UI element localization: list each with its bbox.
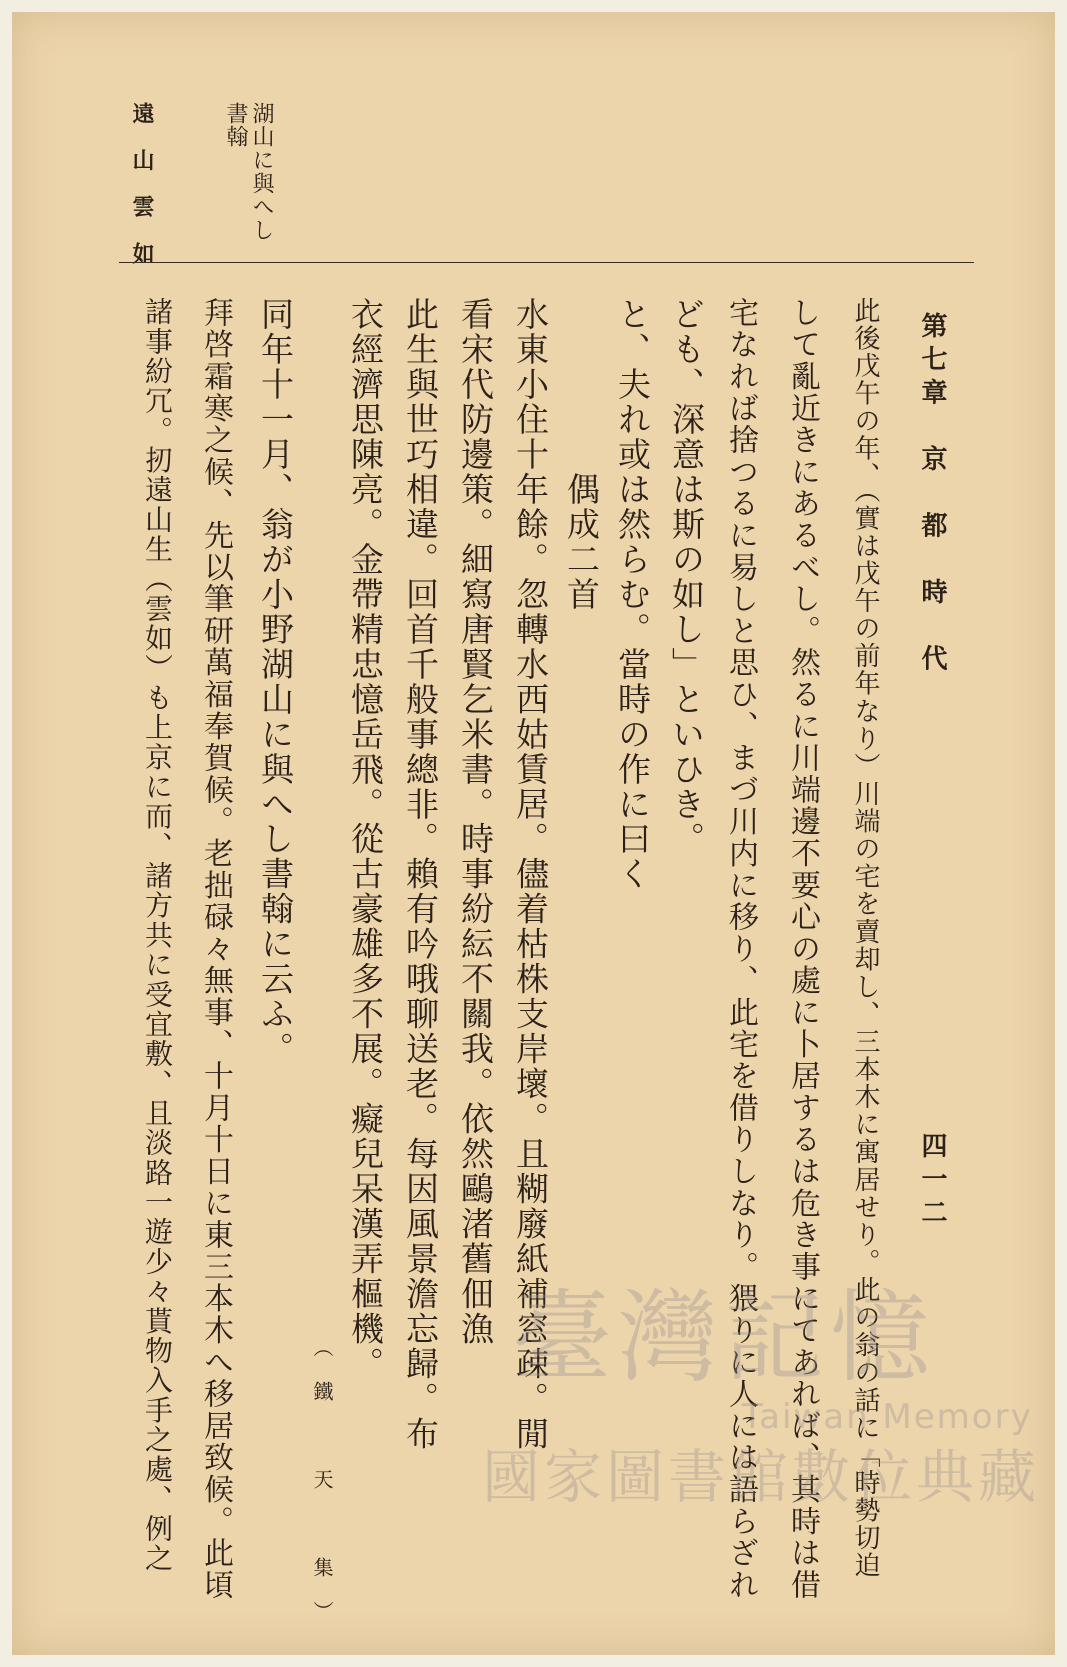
- poem-line: 此生與世巧相違。回首千般事總非。賴有吟哦聊送老。每因風景澹忘歸。布: [401, 297, 440, 1452]
- page-number: 四一二: [917, 1132, 947, 1232]
- margin-note-letter: 書翰: [223, 102, 248, 149]
- text-line: 宅なれば捨つるに易しと思ひ、まづ川内に移り、此宅を借りしなり。猥りに人には語らざれ: [723, 297, 758, 1601]
- poem-line: 水東小住十年餘。忽轉水西姑賃居。儘着枯株支岸壞。且糊廢紙補窓疎。閒: [511, 297, 550, 1452]
- text-line: 此後戊午の年、（實は戊午の前年なり）川端の宅を賣却し、三本木に寓居せり。此の翁の話に「時勢切迫: [850, 297, 880, 1580]
- watermark-english: Taiwan Memory: [742, 1397, 1033, 1437]
- text-line: 同年十一月、翁が小野湖山に與へし書翰に云ふ。: [256, 297, 295, 1067]
- text-line: して亂近きにあるべし。然るに川端邊不要心の處に卜居するは危き事にてあれば、其時は借: [785, 297, 820, 1601]
- poem-line: 衣經濟思陳亮。金帶精忠憶岳飛。從古豪雄多不展。癡兒呆漢弄樞機。: [346, 297, 385, 1382]
- text-line: と、夫れ或は然らむ。當時の作に曰く: [613, 297, 652, 892]
- book-page: [12, 12, 1055, 1655]
- text-line: ども、深意は斯の如し」といひき。: [667, 297, 706, 857]
- poem-line: 看宋代防邊策。細寫唐賢乞米書。時事紛紜不關我。依然鷗渚舊佃漁: [456, 297, 495, 1347]
- poem-title: 偶成二首: [562, 472, 601, 612]
- letter-line: 諸事紛冗。扨遠山生（雲如）も上京に而、諸方共に受宜敷、且淡路一遊少々貰物入手之處、例之: [141, 297, 174, 1574]
- margin-note-name: 遠 山 雲 如: [129, 102, 155, 266]
- chapter-header: 第七章 京 都 時 代: [917, 312, 947, 679]
- watermark-library: 國家圖書館數位典藏: [482, 1443, 1041, 1511]
- margin-note-letter: 湖山に與へし: [249, 102, 274, 242]
- watermark-title: 臺灣記憶: [512, 1279, 936, 1396]
- poem-source: （鐵 天 集）: [310, 1337, 334, 1645]
- letter-line: 拜啓霜寒之候、先以筆研萬福奉賀候。老拙碌々無事、十月十日に東三本木へ移居致候。此頃: [198, 297, 233, 1601]
- header-rule: [119, 262, 974, 263]
